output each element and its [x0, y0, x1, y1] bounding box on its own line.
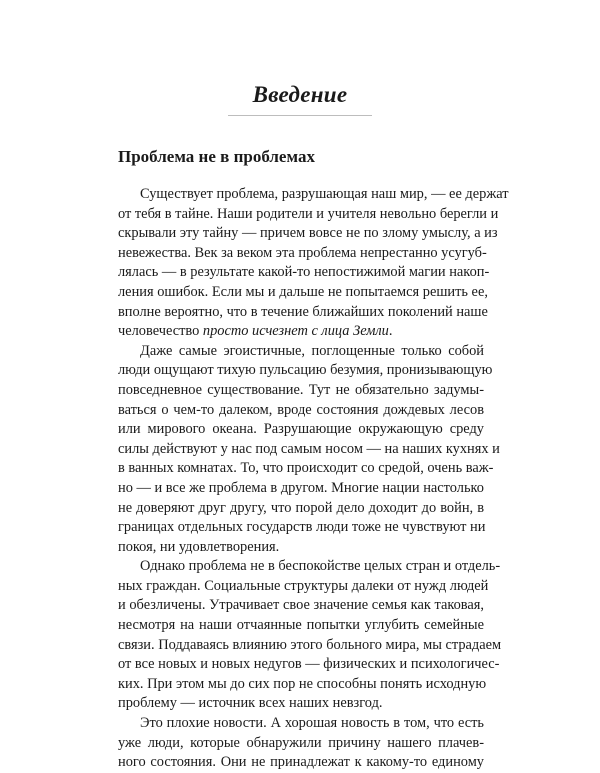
- text-line: границах отдельных государств люди тоже не чувствуют ни: [118, 519, 486, 536]
- text-line: Это плохие новости. А хорошая новость в том, что есть: [140, 715, 484, 732]
- paragraph-4: [118, 714, 484, 773]
- text-line: [118, 322, 484, 342]
- text-line: не доверяют друг другу, что порой дело доходит до войн, в: [118, 499, 484, 516]
- paragraph-3: [118, 557, 502, 714]
- text-line: от все новых и новых недугов — физических и психологичес-: [118, 656, 500, 673]
- text-line: уже люди, которые обнаружили причину нашего плачев-: [118, 734, 484, 751]
- text-fragment: .: [388, 323, 393, 340]
- text-line: Существует проблема, разрушающая наш мир, — ее держат: [140, 186, 509, 202]
- text-fragment: человечество: [118, 323, 203, 340]
- section-heading: Проблема не в проблемах: [118, 147, 315, 166]
- text-line: ного состояния. Они не принадлежат к какому-то единому: [118, 754, 484, 771]
- text-line: и обезличены. Утрачивает свое значение семья как таковая,: [118, 597, 484, 614]
- text-line: или мирового океана. Разрушающие окружающую среду: [118, 421, 484, 438]
- text-line: связи. Поддаваясь влиянию этого больного мира, мы страдаем: [118, 636, 502, 653]
- paragraph-2: [118, 342, 500, 558]
- text-line: покоя, ни удовлетворения.: [118, 538, 280, 555]
- text-line: но — и все же проблема в другом. Многие нации настолько: [118, 479, 484, 496]
- text-line: силы действуют у нас под самым носом — на наших кухнях и: [118, 440, 500, 457]
- paragraph-1: [118, 185, 509, 342]
- text-line: ваться о чем-то далеком, вроде состояния дождевых лесов: [118, 401, 484, 418]
- text-line: скрывали эту тайну — причем вовсе не по злому умыслу, а из: [118, 225, 498, 242]
- text-line: повседневное существование. Тут не обязательно задумы-: [118, 381, 484, 398]
- text-line: ких. При этом мы до сих пор не способны понять исходную: [118, 675, 487, 692]
- text-line: Даже самые эгоистичные, поглощенные только собой: [140, 342, 484, 359]
- text-line: Однако проблема не в беспокойстве целых стран и отдель-: [140, 558, 501, 575]
- emphasis-text: просто исчезнет с лица Земли: [202, 323, 389, 340]
- text-line: несмотря на наши отчаянные попытки углубить семейные: [118, 617, 484, 634]
- text-line: ления ошибок. Если мы и дальше не попытаемся решить ее,: [118, 283, 488, 300]
- text-line: ных граждан. Социальные структуры далеки от нужд людей: [118, 577, 489, 594]
- text-line: в ванных комнатах. То, что происходит со средой, очень важ-: [118, 460, 494, 477]
- text-line: лялась — в результате какой-то непостижимой магии накоп-: [118, 264, 490, 281]
- text-line: невежества. Век за веком эта проблема непрестанно усугуб-: [118, 244, 487, 261]
- text-line: проблему — источник всех наших невзгод.: [118, 695, 383, 712]
- text-line: люди ощущают тихую пульсацию безумия, пронизывающую: [118, 362, 493, 379]
- title-divider: [228, 115, 372, 116]
- chapter-title: Введение: [252, 82, 348, 107]
- body-text: [118, 185, 509, 773]
- text-line: вполне вероятно, что в течение ближайших поколений наше: [118, 303, 488, 320]
- text-line: от тебя в тайне. Наши родители и учителя невольно берегли и: [118, 205, 499, 222]
